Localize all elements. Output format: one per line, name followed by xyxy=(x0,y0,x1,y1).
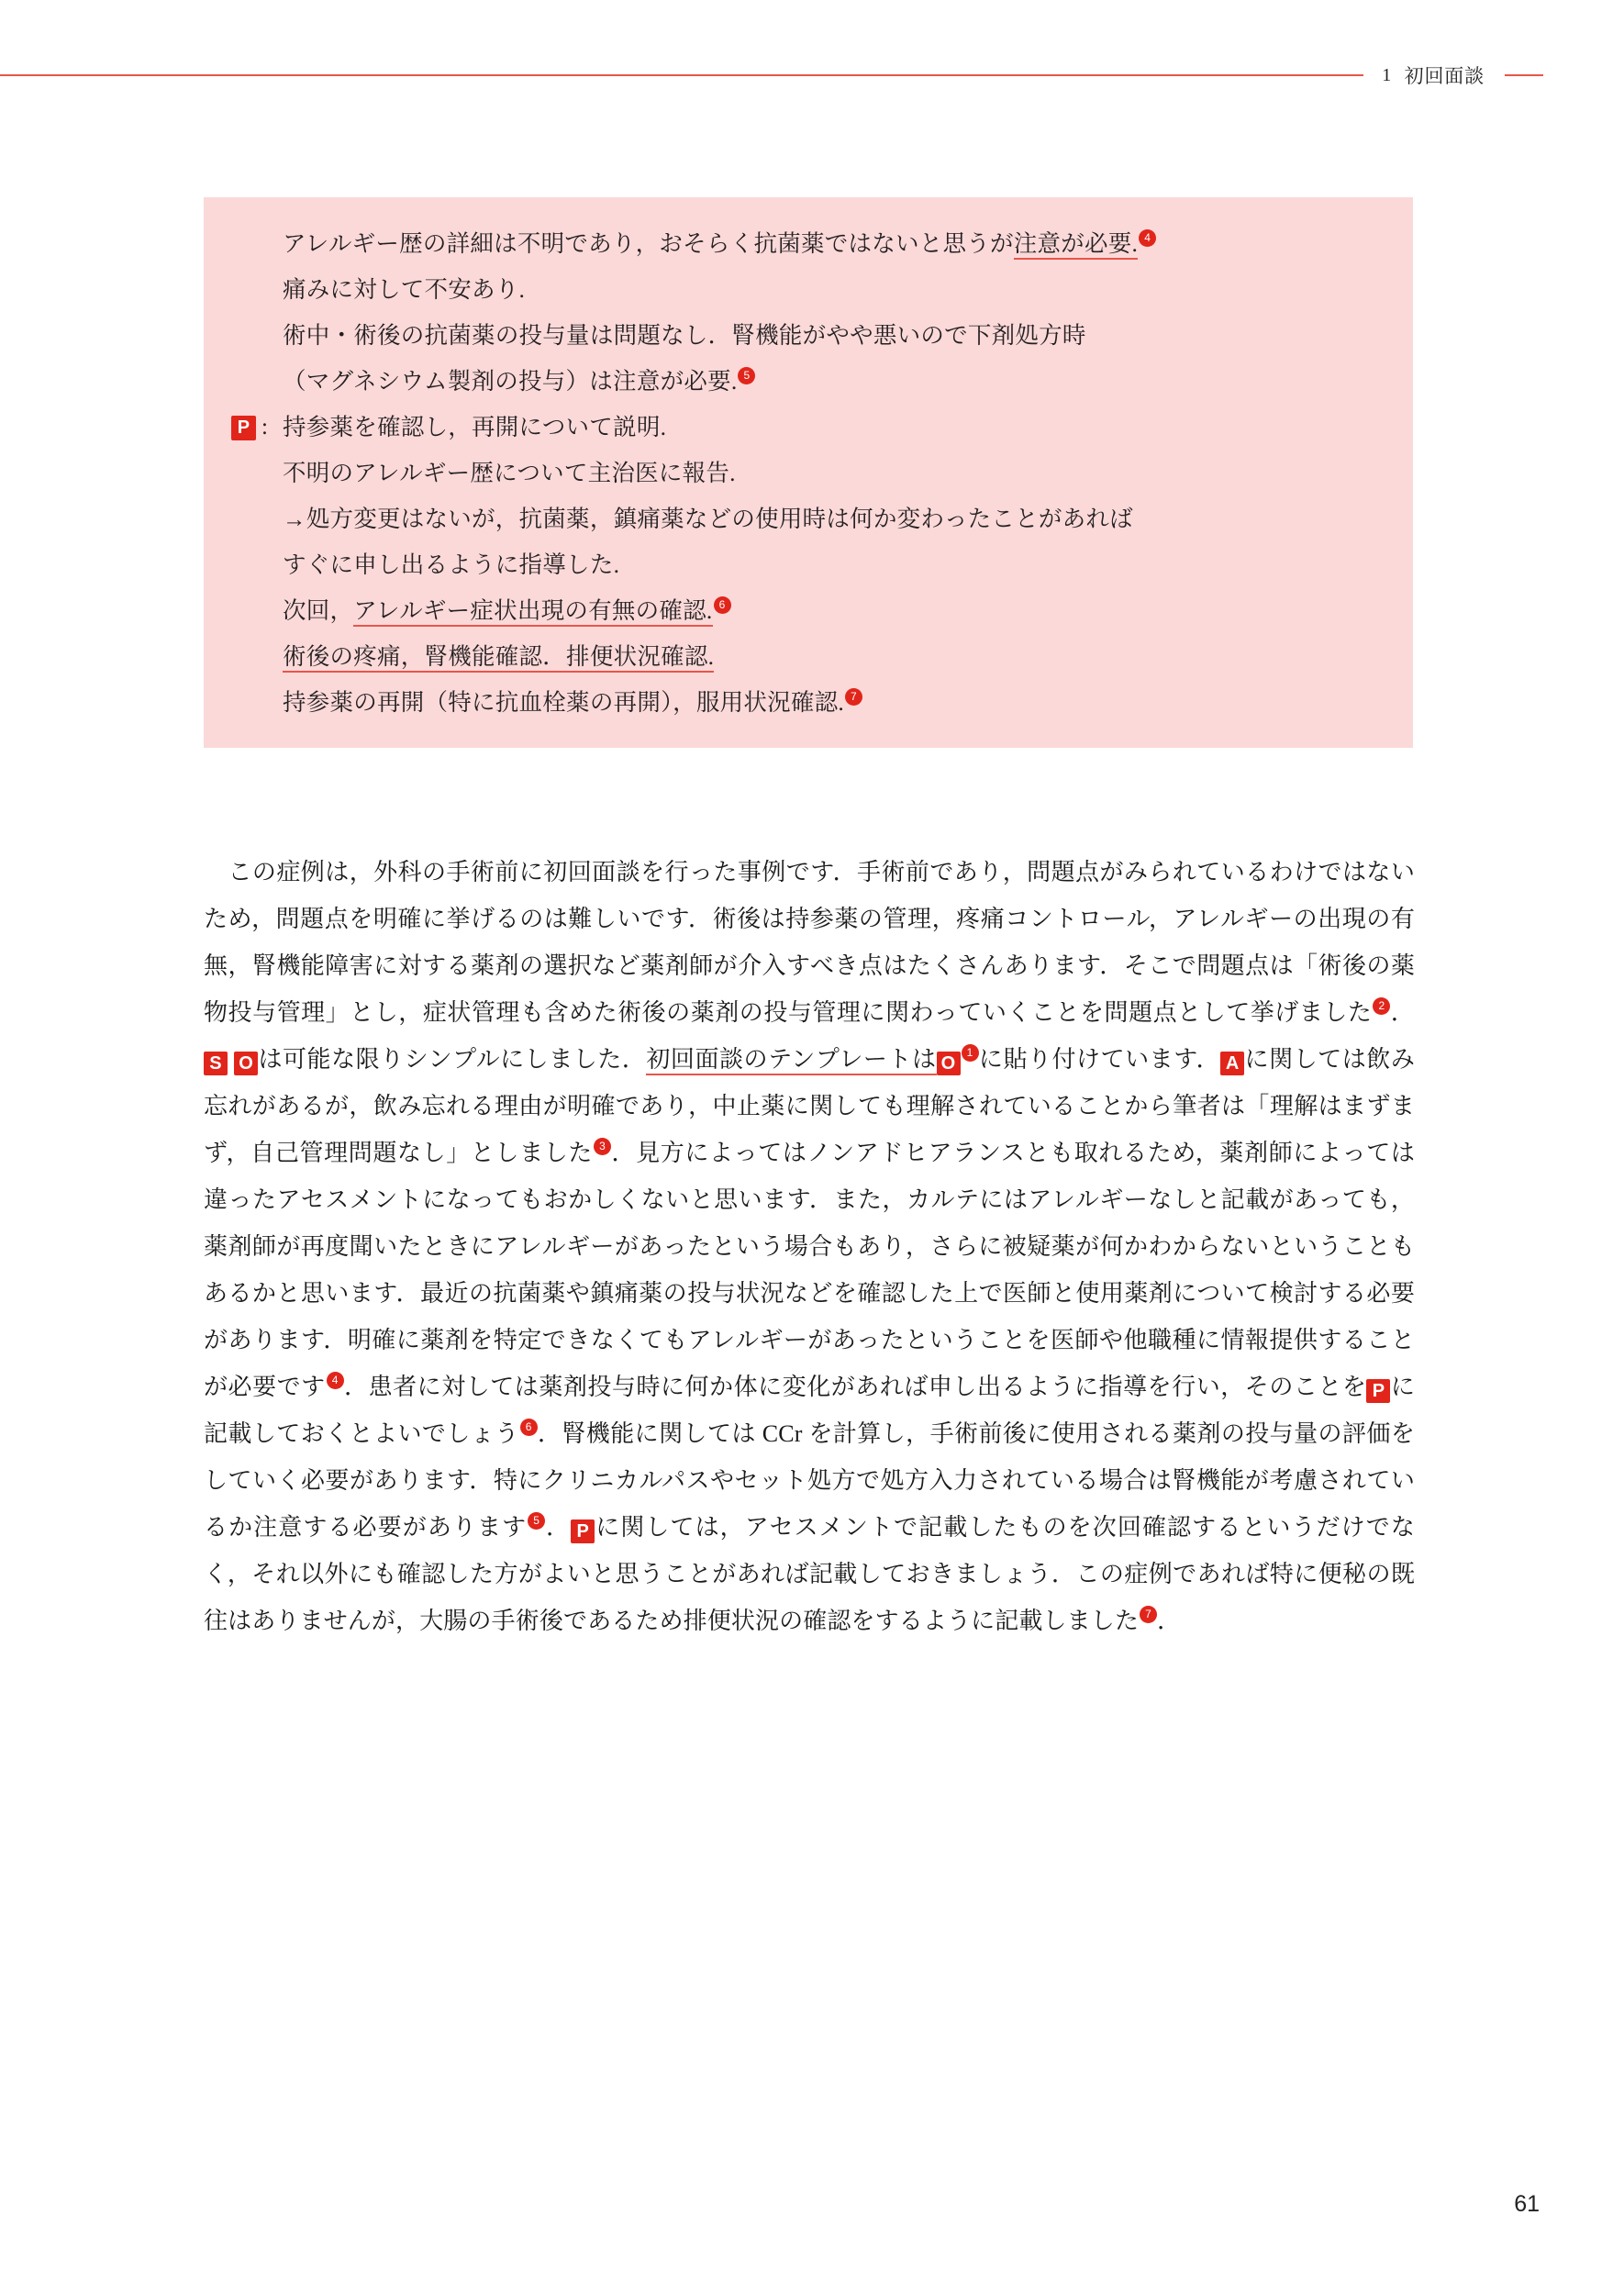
soap-line-text: 痛みに対して不安あり. xyxy=(283,276,526,303)
footnote-marker: 6 xyxy=(714,596,731,614)
footnote-marker: 4 xyxy=(1139,229,1156,247)
body-seg: ． xyxy=(1157,1608,1182,1634)
footnote-marker: 3 xyxy=(594,1138,611,1155)
soap-line xyxy=(231,451,1385,496)
footnote-marker: 2 xyxy=(1373,997,1390,1015)
body-seg: ．見方によってはノンアドヒアランスとも取れるため，薬剤師によっては違ったアセスメントになってもおかしくないと思います．また，カルテにはアレルギーなしと記載があっても，薬剤師が再度聞いたときにアレルギーがあったという場合もあり，さらに被疑薬が何かわからないということもあるかと思います．最近の抗菌薬や鎮痛薬の投与状況などを確認した上で医師と使用薬剤について検討する必要があります．明確に薬剤を特定できなくてもアレルギーがあったということを医師や他職種に情報提供することが必要です xyxy=(204,1140,1415,1400)
soap-line-underlined: アレルギー症状出現の有無の確認. xyxy=(353,597,712,627)
soap-line-underlined: 注意が必要. xyxy=(1014,230,1138,260)
footnote-marker: 5 xyxy=(528,1512,545,1530)
body-seg: ．患者に対しては薬剤投与時に何か体に変化があれば申し出るように指導を行い，そのことを xyxy=(343,1374,1367,1400)
soap-plan-tag-slot xyxy=(231,405,268,451)
footnote-marker: 6 xyxy=(520,1419,538,1436)
soap-line-plan xyxy=(231,405,1385,451)
soap-line-text: →処方変更はないが，抗菌薬，鎮痛薬などの使用時は何か変わったことがあれば xyxy=(283,506,1133,532)
soap-line xyxy=(231,496,1385,542)
inline-tag-p: P xyxy=(571,1519,595,1543)
header-rule-right xyxy=(1505,74,1543,76)
inline-tag-o: O xyxy=(937,1052,961,1075)
body-seg-underlined: 初回面談のテンプレートは xyxy=(646,1046,936,1075)
soap-line-underlined: 術後の疼痛，腎機能確認．排便状況確認. xyxy=(283,643,714,673)
body-seg: この症例は，外科の手術前に初回面談を行った事例です．手術前であり，問題点がみられているわけではないため，問題点を明確に挙げるのは難しいです．術後は持参薬の管理，疼痛コントロール，アレルギーの出現の有無，腎機能障害に対する薬剤の選択など薬剤師が介入すべき点はたくさんあります．そこで問題点は「術後の薬物投与管理」とし，症状管理も含めた術後の薬剤の投与管理に関わっていくことを問題点として挙げました xyxy=(204,859,1415,1026)
soap-line xyxy=(231,221,1385,267)
soap-line xyxy=(231,634,1385,680)
soap-line-text: 術中・術後の抗菌薬の投与量は問題なし．腎機能がやや悪いので下剤処方時 xyxy=(283,322,1086,349)
soap-line-text: 持参薬を確認し，再開について説明. xyxy=(283,414,667,440)
body-seg: ．腎機能に関しては CCr を計算し，手術前後に使用される薬剤の投与量の評価をしていく必要があります．特にクリニカルパスやセット処方で処方入力されている場合は腎機能が考慮されているか注意する必要があります xyxy=(204,1420,1415,1541)
soap-line-text: 不明のアレルギー歴について主治医に報告. xyxy=(283,460,736,486)
soap-line-text: 持参薬の再開（特に抗血栓薬の再開），服用状況確認. xyxy=(283,689,845,716)
soap-line-text: すぐに申し出るように指導した. xyxy=(283,551,620,578)
soap-highlight-block xyxy=(204,197,1413,748)
soap-line xyxy=(231,359,1385,405)
inline-tag-p: P xyxy=(1366,1379,1390,1403)
body-seg: ． xyxy=(545,1514,572,1541)
soap-line-text: （マグネシウム製剤の投与）は注意が必要. xyxy=(283,368,738,395)
footnote-marker: 4 xyxy=(327,1372,344,1389)
soap-line-text: アレルギー歴の詳細は不明であり，おそらく抗菌薬ではないと思うが xyxy=(283,230,1014,257)
soap-line xyxy=(231,542,1385,588)
body-seg: に関しては飲み忘れがあるが，飲み忘れる理由が明確であり，中止薬に関しても理解されていることから筆者は「理解はまずまず，自己管理問題なし」としました xyxy=(204,1046,1415,1166)
body-seg: に貼り付けています． xyxy=(978,1046,1221,1073)
inline-tag-a: A xyxy=(1220,1052,1244,1075)
running-header xyxy=(0,57,1543,94)
soap-tag-p: P xyxy=(231,416,256,440)
page-number: 61 xyxy=(1514,2191,1540,2217)
header-rule-left xyxy=(0,74,1363,76)
body-seg: に関しては，アセスメントで記載したものを次回確認するというだけでなく，それ以外にも確認した方がよいと思うことがあれば記載しておきましょう．この症例であれば特に便秘の既往はありませんが，大腸の手術後であるため排便状況の確認をするように記載しました xyxy=(204,1514,1415,1634)
soap-line xyxy=(231,588,1385,634)
header-chapter-title: 初回面談 xyxy=(1404,65,1485,87)
footnote-marker: 7 xyxy=(845,688,862,706)
soap-line-text: 次回， xyxy=(283,597,354,624)
footnote-marker: 7 xyxy=(1140,1606,1157,1623)
soap-line xyxy=(231,313,1385,359)
body-paragraph xyxy=(204,849,1415,1644)
footnote-marker: 1 xyxy=(962,1044,979,1062)
soap-line xyxy=(231,267,1385,313)
footnote-marker: 5 xyxy=(738,367,755,384)
inline-tag-o: O xyxy=(234,1052,258,1075)
body-seg: ． xyxy=(1390,999,1415,1026)
soap-line xyxy=(231,680,1385,726)
inline-tag-s: S xyxy=(204,1052,228,1075)
body-commentary xyxy=(204,849,1415,1644)
soap-tag-colon: : xyxy=(261,415,269,440)
body-seg: に記載しておくとよいでしょう xyxy=(204,1374,1415,1447)
header-chapter-number: 1 xyxy=(1382,64,1392,85)
body-seg: は可能な限りシンプルにしました． xyxy=(258,1046,647,1073)
